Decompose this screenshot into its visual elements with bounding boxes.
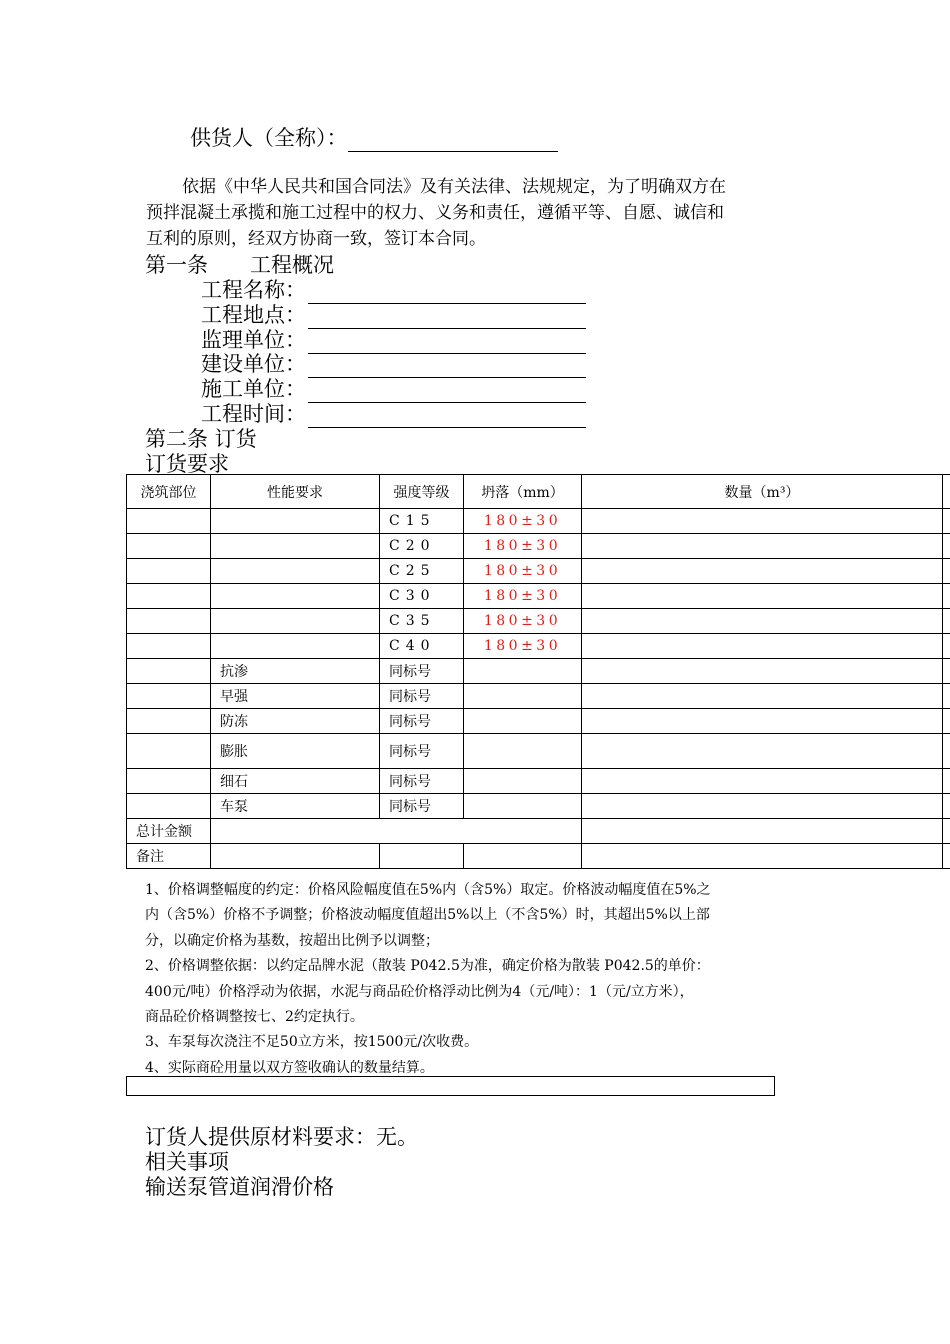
table-row xyxy=(127,709,950,734)
performance-cell[interactable] xyxy=(211,584,380,609)
grade-cell: 同标号 xyxy=(380,684,464,709)
extra-cell xyxy=(943,709,950,734)
order-table xyxy=(126,474,950,869)
note-line: 400元/吨）价格浮动为依据，水泥与商品砼价格浮动比例为4（元/吨）：1（元/立方米）， xyxy=(145,983,694,1000)
pour-location-cell[interactable] xyxy=(127,734,211,769)
grade-cell: C15 xyxy=(380,509,464,534)
total-amount-row xyxy=(127,819,950,844)
quantity-cell[interactable] xyxy=(582,769,943,794)
performance-cell[interactable] xyxy=(211,509,380,534)
intro-line-3: 互利的原则，经双方协商一致，签订本合同。 xyxy=(146,229,486,249)
grade-cell: C35 xyxy=(380,609,464,634)
intro-line-2: 预拌混凝土承揽和施工过程中的权力、义务和责任，遵循平等、自愿、诚信和 xyxy=(146,203,724,223)
table-row xyxy=(127,634,950,659)
field-label: 工程地点： xyxy=(201,303,306,327)
remarks-cell[interactable] xyxy=(380,844,464,869)
intro-line-1: 依据《中华人民共和国合同法》及有关法律、法规规定，为了明确双方在 xyxy=(182,177,726,197)
quantity-cell[interactable] xyxy=(582,559,943,584)
performance-cell[interactable] xyxy=(211,609,380,634)
header-strength-grade: 强度等级 xyxy=(380,475,464,509)
related-matters-title: 相关事项 xyxy=(145,1150,229,1174)
performance-cell: 车泵 xyxy=(211,794,380,819)
quantity-cell[interactable] xyxy=(582,659,943,684)
extra-cell xyxy=(943,659,950,684)
header-pour-location: 浇筑部位 xyxy=(127,475,211,509)
note-line: 内（含5%）价格不予调整；价格波动幅度值超出5%以上（不含5%）时，其超出5%以上部 xyxy=(145,907,710,924)
supplier-line xyxy=(190,122,558,152)
pour-location-cell[interactable] xyxy=(127,534,211,559)
intro-paragraph xyxy=(146,174,806,252)
slump-cell[interactable] xyxy=(464,769,582,794)
pour-location-cell[interactable] xyxy=(127,509,211,534)
note-line: 2、价格调整依据：以约定品牌水泥（散装 P042.5为准，确定价格为散装 P042.5的单价： xyxy=(145,958,710,975)
remarks-cell[interactable] xyxy=(211,844,380,869)
grade-cell: C30 xyxy=(380,584,464,609)
supplier-name-blank[interactable] xyxy=(348,131,558,152)
quantity-cell[interactable] xyxy=(582,634,943,659)
table-row xyxy=(127,534,950,559)
performance-cell: 细石 xyxy=(211,769,380,794)
pour-location-cell[interactable] xyxy=(127,659,211,684)
performance-cell: 抗渗 xyxy=(211,659,380,684)
pour-location-cell[interactable] xyxy=(127,559,211,584)
grade-cell: 同标号 xyxy=(380,794,464,819)
total-amount-value[interactable] xyxy=(211,819,582,844)
quantity-cell[interactable] xyxy=(582,509,943,534)
extra-cell xyxy=(943,844,950,869)
extra-cell xyxy=(943,684,950,709)
grade-cell: 同标号 xyxy=(380,709,464,734)
field-blank[interactable] xyxy=(308,407,586,428)
field-label: 施工单位： xyxy=(201,377,306,401)
slump-cell: 180±30 xyxy=(464,634,582,659)
total-amount-extra[interactable] xyxy=(582,819,943,844)
table-row xyxy=(127,684,950,709)
slump-cell: 180±30 xyxy=(464,584,582,609)
grade-cell: C40 xyxy=(380,634,464,659)
field-label: 工程时间： xyxy=(201,402,306,426)
slump-cell: 180±30 xyxy=(464,534,582,559)
remarks-cell[interactable] xyxy=(582,844,943,869)
remarks-cell[interactable] xyxy=(464,844,582,869)
raw-materials-requirement: 订货人提供原材料要求：无。 xyxy=(145,1125,418,1149)
extra-cell xyxy=(943,509,950,534)
extra-cell xyxy=(943,559,950,584)
performance-cell[interactable] xyxy=(211,634,380,659)
table-row xyxy=(127,794,950,819)
article-2-title: 第二条 订货 xyxy=(145,427,257,451)
quantity-cell[interactable] xyxy=(582,609,943,634)
total-amount-label: 总计金额 xyxy=(127,819,211,844)
note-line: 4、实际商砼用量以双方签收确认的数量结算。 xyxy=(145,1059,434,1076)
slump-cell[interactable] xyxy=(464,734,582,769)
field-label: 监理单位： xyxy=(201,328,306,352)
performance-cell: 早强 xyxy=(211,684,380,709)
field-label: 建设单位： xyxy=(201,352,306,376)
table-row xyxy=(127,734,950,769)
grade-cell: 同标号 xyxy=(380,734,464,769)
extra-cell xyxy=(943,584,950,609)
header-performance: 性能要求 xyxy=(211,475,380,509)
slump-cell[interactable] xyxy=(464,709,582,734)
grade-cell: C25 xyxy=(380,559,464,584)
quantity-cell[interactable] xyxy=(582,734,943,769)
field-project-time xyxy=(201,398,586,428)
quantity-cell[interactable] xyxy=(582,709,943,734)
slump-cell[interactable] xyxy=(464,794,582,819)
pump-lubrication-price-title: 输送泵管道润滑价格 xyxy=(145,1175,334,1199)
extra-cell xyxy=(943,734,950,769)
pour-location-cell[interactable] xyxy=(127,684,211,709)
header-quantity: 数量（m³） xyxy=(582,475,943,509)
slump-cell[interactable] xyxy=(464,684,582,709)
table-row xyxy=(127,509,950,534)
performance-cell[interactable] xyxy=(211,559,380,584)
quantity-cell[interactable] xyxy=(582,684,943,709)
extra-cell xyxy=(943,534,950,559)
price-adjustment-notes xyxy=(145,878,835,1081)
extra-cell xyxy=(943,634,950,659)
order-requirements-title: 订货要求 xyxy=(145,452,229,476)
table-row xyxy=(127,584,950,609)
extra-cell xyxy=(943,794,950,819)
pour-location-cell[interactable] xyxy=(127,609,211,634)
extra-cell xyxy=(943,819,950,844)
table-row xyxy=(127,559,950,584)
table-row xyxy=(127,609,950,634)
pour-location-cell[interactable] xyxy=(127,584,211,609)
note-line: 商品砼价格调整按七、2约定执行。 xyxy=(145,1009,364,1026)
slump-cell: 180±30 xyxy=(464,509,582,534)
supplier-label: 供货人（全称）： xyxy=(190,126,348,150)
remarks-label: 备注 xyxy=(127,844,211,869)
header-slump: 坍落（mm） xyxy=(464,475,582,509)
slump-cell: 180±30 xyxy=(464,559,582,584)
quantity-cell[interactable] xyxy=(582,794,943,819)
quantity-cell[interactable] xyxy=(582,584,943,609)
pour-location-cell[interactable] xyxy=(127,634,211,659)
note-line: 1、价格调整幅度的约定：价格风险幅度值在5%内（含5%）取定。价格波动幅度值在5%之 xyxy=(145,882,711,898)
table-row xyxy=(127,769,950,794)
table-header-row xyxy=(127,475,950,509)
remarks-row xyxy=(127,844,950,869)
performance-cell: 膨胀 xyxy=(211,734,380,769)
grade-cell: 同标号 xyxy=(380,769,464,794)
pour-location-cell[interactable] xyxy=(127,709,211,734)
table-row xyxy=(127,659,950,684)
article-1-title: 第一条 工程概况 xyxy=(145,253,334,277)
header-extra xyxy=(943,475,950,509)
grade-cell: C20 xyxy=(380,534,464,559)
pour-location-cell[interactable] xyxy=(127,794,211,819)
pour-location-cell[interactable] xyxy=(127,769,211,794)
grade-cell: 同标号 xyxy=(380,659,464,684)
field-label: 工程名称： xyxy=(201,278,306,302)
empty-box[interactable] xyxy=(126,1076,775,1096)
note-line: 分，以确定价格为基数，按超出比例予以调整； xyxy=(145,932,439,949)
slump-cell: 180±30 xyxy=(464,609,582,634)
quantity-cell[interactable] xyxy=(582,534,943,559)
extra-cell xyxy=(943,609,950,634)
extra-cell xyxy=(943,769,950,794)
performance-cell[interactable] xyxy=(211,534,380,559)
note-line: 3、车泵每次浇注不足50立方米，按1500元/次收费。 xyxy=(145,1034,479,1051)
performance-cell: 防冻 xyxy=(211,709,380,734)
slump-cell[interactable] xyxy=(464,659,582,684)
